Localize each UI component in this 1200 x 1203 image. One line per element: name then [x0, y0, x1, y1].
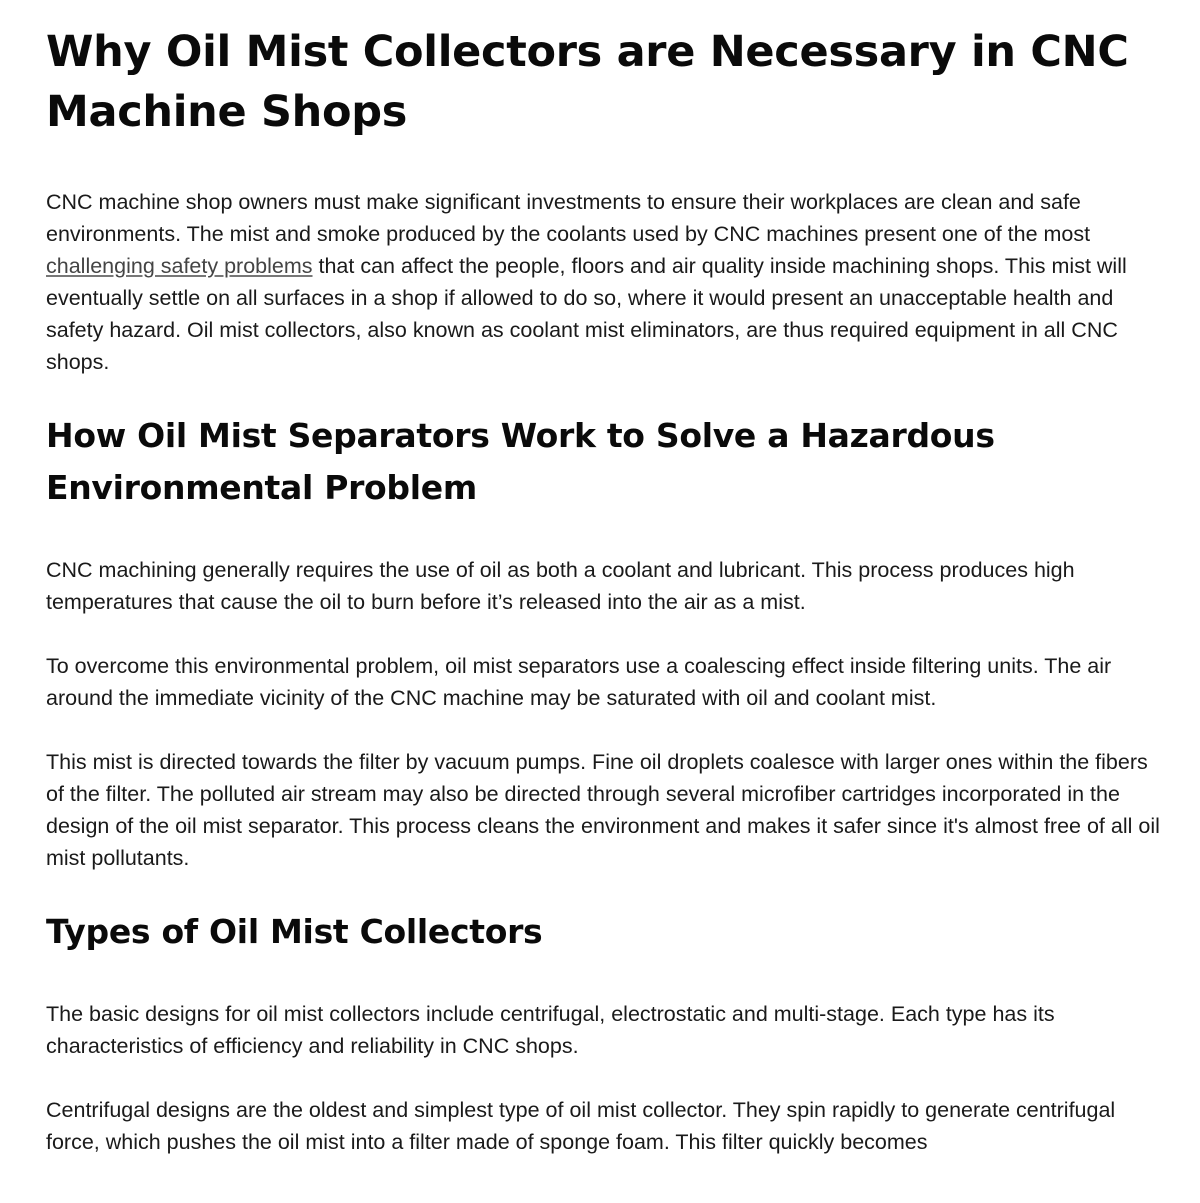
section-types-paragraph-1: The basic designs for oil mist collectors include centrifugal, electrostatic and multi-stage. Each type has its characteristics of efficiency and reliability in CNC shops. [46, 1002, 1055, 1058]
intro-text-after-link: that can affect the people, floors and air quality inside machining shops. This mist will eventually settle on all surfaces in a shop if allowed to do so, where it would present an unacceptable health and safety hazard. Oil mist collectors, also known as coolant mist eliminators, are thus required equipment in all CNC shops. [46, 254, 1127, 374]
intro-paragraph [46, 186, 1166, 378]
document-page [46, 22, 1166, 1190]
intro-text-before-link: CNC machine shop owners must make significant investments to ensure their workplaces are clean and safe environments. The mist and smoke produced by the coolants used by CNC machines present one of the most [46, 190, 1091, 246]
challenging-safety-problems-link[interactable]: challenging safety problems [46, 254, 313, 278]
section-heading-how: How Oil Mist Separators Work to Solve a Hazardous Environmental Problem [46, 416, 995, 507]
section-how-paragraph-2: To overcome this environmental problem, oil mist separators use a coalescing effect inside filtering units. The air around the immediate vicinity of the CNC machine may be saturated with oil and coolant mist. [46, 654, 1112, 710]
section-types [46, 906, 1166, 1158]
section-types-paragraph-2: Centrifugal designs are the oldest and simplest type of oil mist collector. They spin rapidly to generate centrifugal force, which pushes the oil mist into a filter made of sponge foam. This filter quickly becomes [46, 1098, 1116, 1154]
section-how-paragraph-3: This mist is directed towards the filter by vacuum pumps. Fine oil droplets coalesce with larger ones within the fibers of the filter. The polluted air stream may also be directed through several microfiber cartridges incorporated in the design of the oil mist separator. This process cleans the environment and makes it safer since it's almost free of all oil mist pollutants. [46, 750, 1160, 870]
page-title: Why Oil Mist Collectors are Necessary in CNC Machine Shops [46, 27, 1129, 137]
section-how-paragraph-1: CNC machining generally requires the use of oil as both a coolant and lubricant. This process produces high temperatures that cause the oil to burn before it’s released into the air as a mist. [46, 558, 1075, 614]
section-how-it-works [46, 410, 1166, 874]
section-heading-types: Types of Oil Mist Collectors [46, 912, 543, 951]
